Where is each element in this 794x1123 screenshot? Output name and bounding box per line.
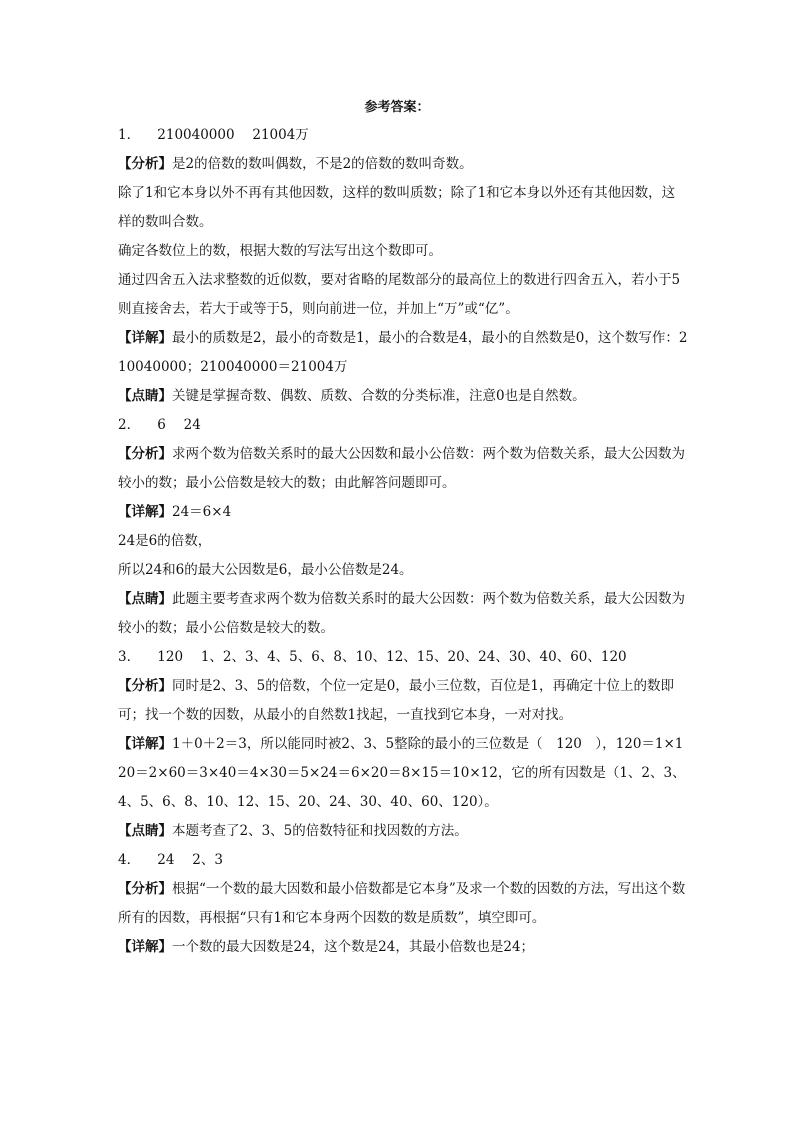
q1-detail-text: 最小的质数是2，最小的奇数是1，最小的合数是4，最小的自然数是0，这个数写作：210040000；210040000＝21004万 (118, 330, 688, 375)
q3-number: 3． (118, 649, 141, 665)
q2-answer: 6 24 (157, 417, 201, 433)
q1-detail (118, 324, 688, 382)
answer-content (118, 121, 688, 962)
q4-detail (118, 933, 688, 962)
q2-point (118, 585, 688, 643)
q3-analysis-text: 同时是2、3、5的倍数，个位一定是0，最小三位数，百位是1，再确定十位上的数即可；找一个数的因数，从最小的自然数1找起，一直找到它本身，一对对找。 (118, 678, 674, 723)
q4-analysis-text: 根据“一个数的最大因数和最小倍数都是它本身”及求一个数的因数的方法，写出这个数所有的因数，再根据“只有1和它本身两个因数的数是质数”，填空即可。 (118, 881, 686, 926)
q4-answer: 24 2、3 (157, 852, 223, 868)
q1-detail-tag: 【详解】 (118, 330, 172, 346)
q1-analysis-para-3: 确定各数位上的数，根据大数的写法写出这个数即可。 (118, 243, 442, 259)
q3-point-text: 本题考查了2、3、5的倍数特征和找因数的方法。 (172, 823, 468, 839)
q1-point-tag: 【点睛】 (118, 388, 172, 404)
q1-answer-line (118, 121, 688, 150)
q4-detail-tag: 【详解】 (118, 939, 172, 955)
q2-answer-line (118, 411, 688, 440)
q4-number: 4． (118, 852, 141, 868)
q1-analysis (118, 150, 688, 179)
q1-analysis-text-1: 是2的倍数的数叫偶数，不是2的倍数的数叫奇数。 (172, 156, 473, 172)
q3-point (118, 817, 688, 846)
q2-point-text: 此题主要考查求两个数为倍数关系时的最大公因数：两个数为倍数关系，最大公因数为较小的数；最小公倍数是较大的数。 (118, 591, 685, 636)
q2-analysis-text: 求两个数为倍数关系时的最大公因数和最小公倍数：两个数为倍数关系，最大公因数为较小的数；最小公倍数是较大的数；由此解答问题即可。 (118, 446, 685, 491)
q2-detail-line-1: 24＝6×4 (172, 504, 232, 520)
page-title: 参考答案： (364, 100, 430, 115)
q3-detail (118, 730, 688, 817)
q2-detail-line-2: 24是6的倍数， (118, 533, 212, 549)
q1-analysis-para-2: 除了1和它本身以外不再有其他因数，这样的数叫质数；除了1和它本身以外还有其他因数，这样的数叫合数。 (118, 185, 676, 230)
q2-detail (118, 498, 688, 527)
q1-number: 1． (118, 127, 141, 143)
q3-answer: 120 1、2、3、4、5、6、8、10、12、15、20、24、30、40、60、120 (157, 649, 627, 665)
q4-answer-line (118, 846, 688, 875)
q3-point-tag: 【点睛】 (118, 823, 172, 839)
q3-detail-tag: 【详解】 (118, 736, 172, 752)
q3-analysis-tag: 【分析】 (118, 678, 172, 694)
q4-analysis-tag: 【分析】 (118, 881, 172, 897)
q1-analysis-tag: 【分析】 (118, 156, 172, 172)
q3-analysis (118, 672, 688, 730)
q3-answer-line (118, 643, 688, 672)
q1-point-text: 关键是掌握奇数、偶数、质数、合数的分类标准，注意0也是自然数。 (172, 388, 586, 404)
q3-detail-text: 1＋0＋2＝3，所以能同时被2、3、5整除的最小的三位数是（ 120 ），120＝1×120＝2×60＝3×40＝4×30＝5×24＝6×20＝8×15＝10×12，它的所有因数是（1、2、3、4、5、6、8、10、12、15、20、24、30、40、60、120）。 (118, 736, 686, 810)
q2-analysis-tag: 【分析】 (118, 446, 172, 462)
q4-analysis (118, 875, 688, 933)
q2-number: 2． (118, 417, 141, 433)
q1-point (118, 382, 688, 411)
q4-detail-text: 一个数的最大因数是24，这个数是24，其最小倍数也是24； (172, 939, 535, 955)
q2-detail-line-3: 所以24和6的最大公因数是6，最小公倍数是24。 (118, 562, 413, 578)
q2-analysis (118, 440, 688, 498)
q1-answer: 210040000 21004万 (157, 127, 309, 143)
q1-analysis-para-4: 通过四舍五入法求整数的近似数，要对省略的尾数部分的最高位上的数进行四舍五入，若小于5则直接舍去，若大于或等于5，则向前进一位，并加上“万”或“亿”。 (118, 272, 681, 317)
q2-point-tag: 【点睛】 (118, 591, 172, 607)
q2-detail-tag: 【详解】 (118, 504, 172, 520)
